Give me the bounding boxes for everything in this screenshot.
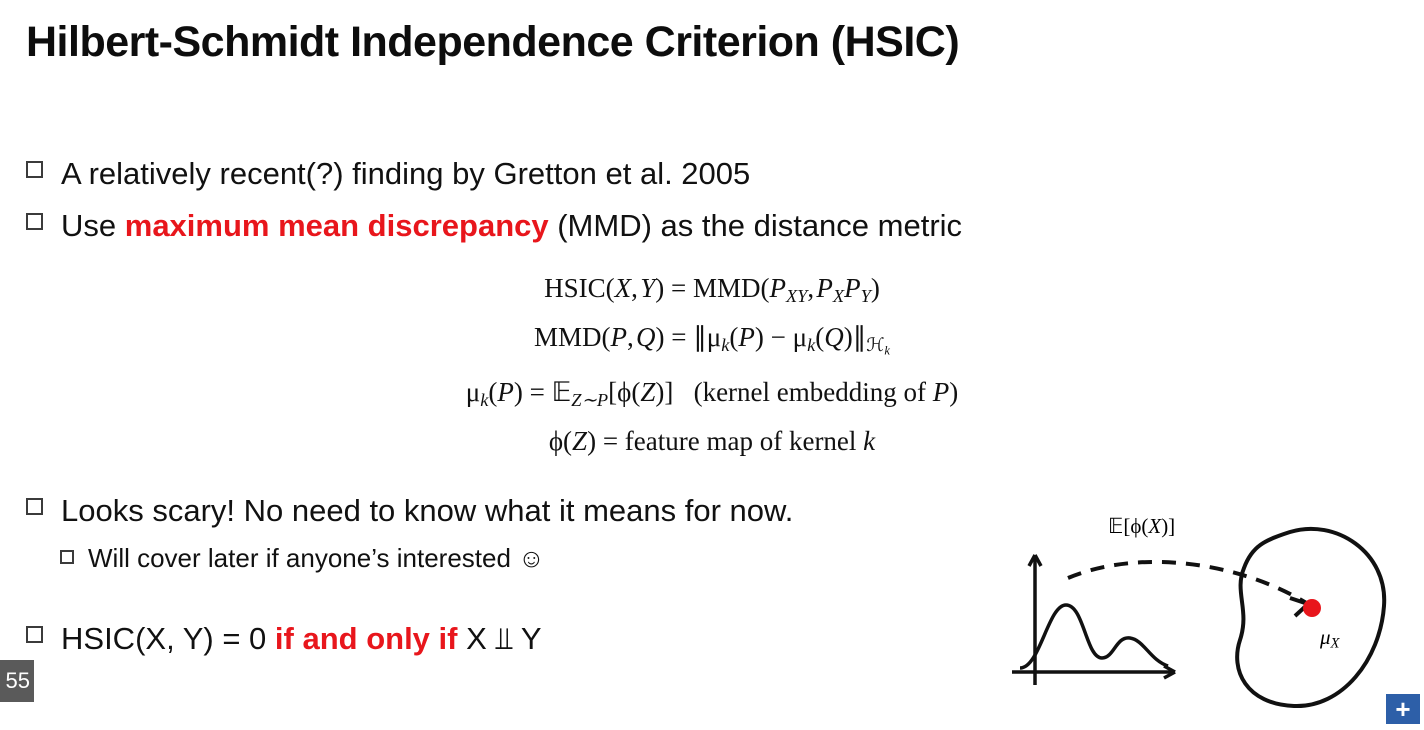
bullet-text-last	[61, 615, 542, 663]
embedding-arrow	[1068, 562, 1308, 604]
corner-plus-badge[interactable]: +	[1386, 694, 1420, 724]
list-item-last	[26, 615, 542, 663]
mu-label: μX	[1320, 625, 1340, 652]
bullet-text: A relatively recent(?) finding by Gretton et al. 2005	[61, 156, 751, 191]
bullet-last-post: X ⫫ Y	[457, 621, 542, 656]
bullet-text-mmd	[61, 202, 962, 250]
square-bullet-icon	[26, 626, 43, 643]
kernel-embedding-figure	[990, 500, 1410, 725]
bullet-last-highlight: if and only if	[274, 621, 458, 656]
square-bullet-icon	[26, 498, 43, 515]
bullet-text-sub: Will cover later if anyone’s interested ☺	[88, 543, 545, 573]
square-bullet-small-icon	[60, 550, 74, 564]
embedded-point	[1303, 599, 1321, 617]
figure-svg	[990, 500, 1410, 725]
list-item	[26, 150, 1186, 198]
math-line-4: ϕ(Z) = feature map of kernel k	[548, 425, 876, 456]
math-block	[0, 268, 1424, 462]
bullet-list-top	[26, 150, 1186, 254]
bullet-mmd-highlight: maximum mean discrepancy	[124, 208, 549, 243]
bullet-last-pre: HSIC(X, Y) = 0	[61, 621, 275, 656]
rkhs-blob	[1237, 529, 1384, 706]
square-bullet-icon	[26, 161, 43, 178]
bullet-mmd-post: (MMD) as the distance metric	[548, 208, 963, 243]
math-line-1: HSIC(X, Y) = MMD(PXY, PXPY)	[544, 273, 880, 307]
bullet-mmd-pre: Use	[61, 208, 125, 243]
math-line-2: MMD(P, Q) = ∥μk(P) − μk(Q)∥ℋk	[534, 322, 890, 358]
page-title: Hilbert-Schmidt Independence Criterion (HSIC)	[26, 18, 960, 66]
list-item-sub	[26, 539, 1126, 577]
list-item	[26, 202, 1186, 250]
bullet-list-lower	[26, 487, 1126, 581]
square-bullet-icon	[26, 213, 43, 230]
list-item	[26, 487, 1126, 535]
page-number: 55	[0, 660, 34, 702]
math-line-3: μk(P) = 𝔼Z∼P[ϕ(Z)] (kernel embedding of P)	[465, 376, 959, 410]
density-curve	[1020, 605, 1168, 668]
expectation-label: 𝔼[ϕ(X)]	[1108, 514, 1176, 538]
bullet-text: Looks scary! No need to know what it means for now.	[61, 493, 794, 528]
